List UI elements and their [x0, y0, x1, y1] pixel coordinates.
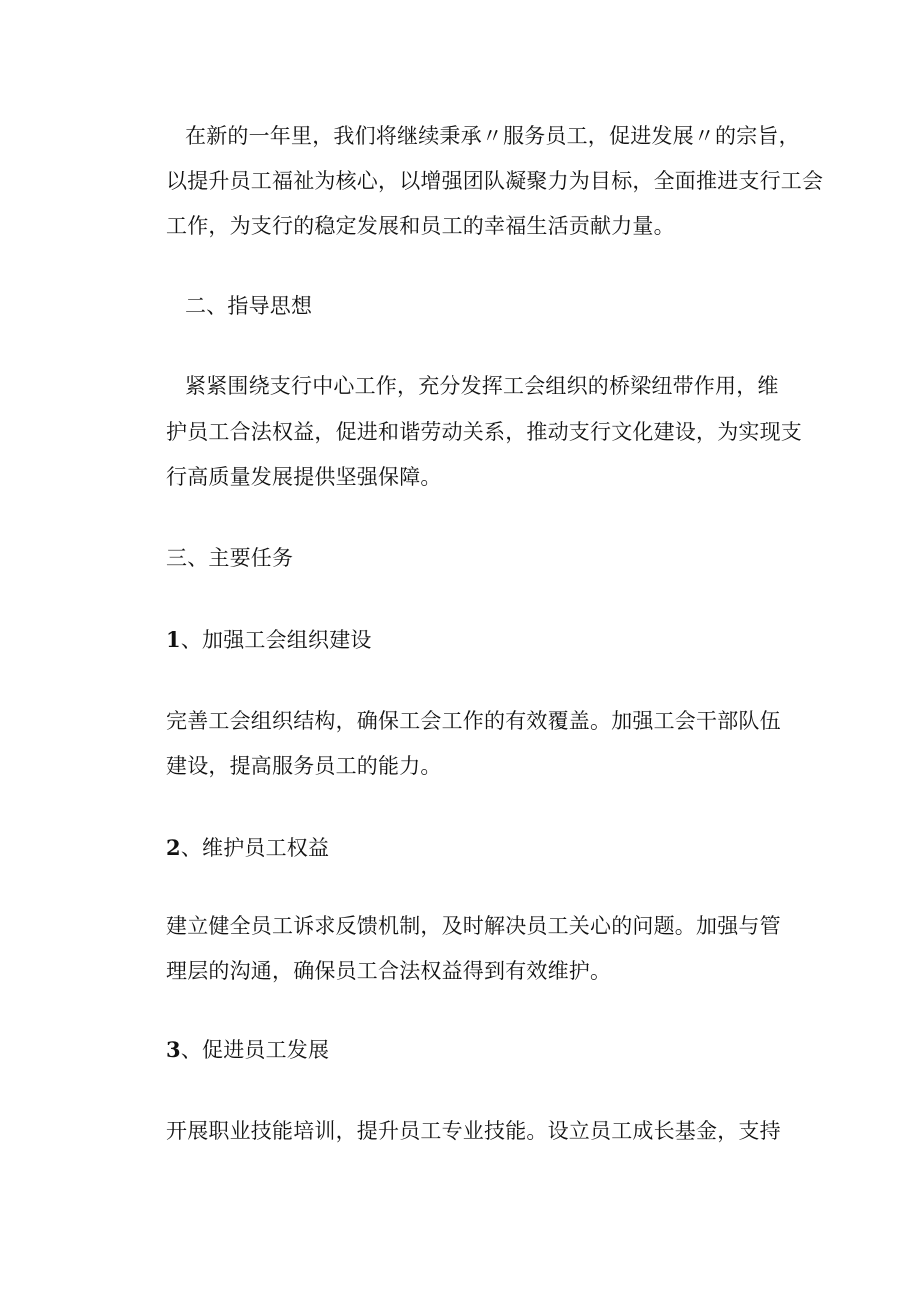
task-3-title: 、促进员工发展	[180, 1038, 330, 1062]
intro-line-2: 以提升员工福祉为核心，以增强团队凝聚力为目标，全面推进支行工会	[166, 169, 824, 193]
section2-line-2: 护员工合法权益，促进和谐劳动关系，推动支行文化建设，为实现支	[166, 420, 802, 444]
intro-line-1: 在新的一年里，我们将继续秉承〃服务员工，促进发展〃的宗旨，	[185, 124, 800, 148]
task-2-line-1: 建立健全员工诉求反馈机制，及时解决员工关心的问题。加强与管	[166, 914, 781, 938]
task-1-heading	[166, 625, 372, 655]
task-1-line-1: 完善工会组织结构，确保工会工作的有效覆盖。加强工会干部队伍	[166, 709, 781, 733]
section2-line-3: 行高质量发展提供坚强保障。	[166, 465, 442, 489]
intro-line-3: 工作，为支行的稳定发展和员工的幸福生活贡献力量。	[166, 214, 675, 238]
task-2-heading	[166, 833, 329, 863]
section2-line-1: 紧紧围绕支行中心工作，充分发挥工会组织的桥梁纽带作用，维	[185, 374, 779, 398]
section2-heading: 二、指导思想	[185, 294, 313, 318]
task-2-line-2: 理层的沟通，确保员工合法权益得到有效维护。	[166, 959, 612, 983]
task-2-title: 、维护员工权益	[180, 836, 330, 860]
task-3-heading	[166, 1035, 329, 1065]
task-3-number: 3	[166, 1037, 181, 1062]
task-1-title: 、加强工会组织建设	[180, 628, 372, 652]
task-1-number: 1	[166, 627, 181, 652]
task-2-number: 2	[166, 835, 181, 860]
section3-heading: 三、主要任务	[166, 546, 294, 570]
task-1-line-2: 建设，提高服务员工的能力。	[166, 754, 442, 778]
task-3-line-1: 开展职业技能培训，提升员工专业技能。设立员工成长基金，支持	[166, 1119, 781, 1143]
